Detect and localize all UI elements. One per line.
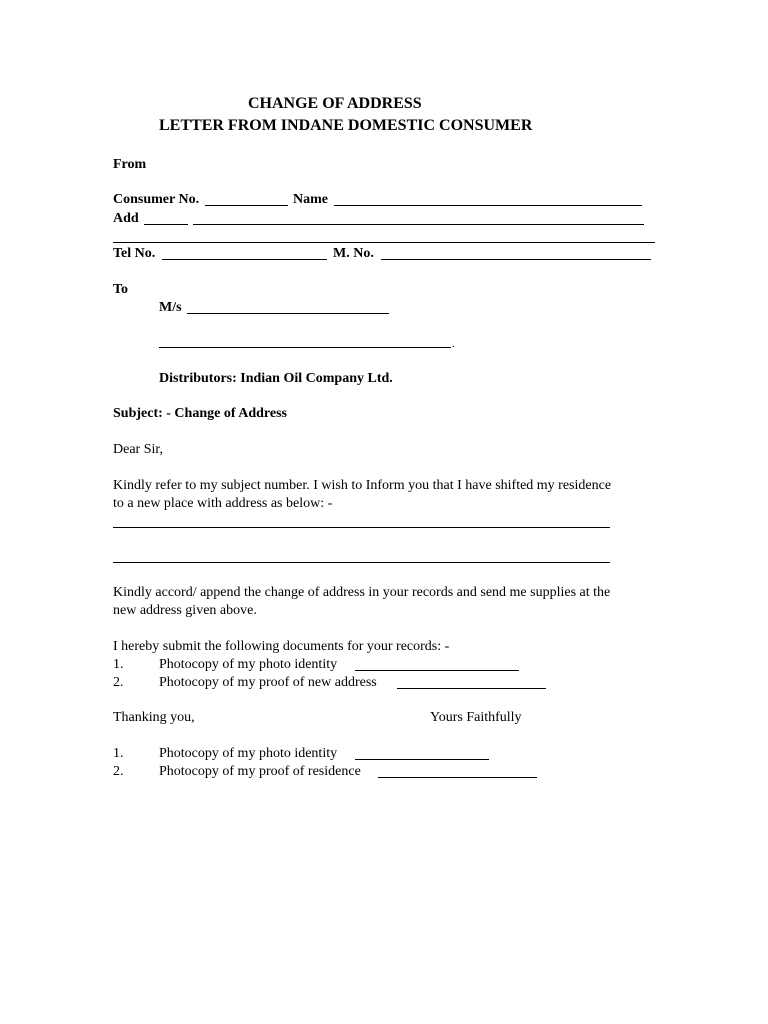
docs-item-1-field[interactable]: [355, 670, 519, 671]
distributor-name-field[interactable]: [187, 313, 389, 314]
title-line-1: CHANGE OF ADDRESS: [248, 95, 422, 112]
add-field-long[interactable]: [193, 224, 644, 225]
docs-item-2-field[interactable]: [397, 688, 546, 689]
enclosure-2-number: 2.: [113, 764, 124, 779]
trailing-dot: .: [452, 339, 455, 350]
new-address-field-2[interactable]: [113, 562, 610, 563]
docs-item-2-text: Photocopy of my proof of new address: [159, 675, 377, 690]
docs-intro: I hereby submit the following documents for your records: -: [113, 639, 450, 654]
enclosure-2-field[interactable]: [378, 777, 537, 778]
add-field-short[interactable]: [144, 224, 188, 225]
address-field-line-2[interactable]: [113, 242, 655, 243]
tel-no-label: Tel No.: [113, 246, 156, 261]
para1-line-2: to a new place with address as below: -: [113, 496, 333, 511]
to-label: To: [113, 282, 129, 297]
subject-line: Subject: - Change of Address: [113, 406, 287, 421]
add-label: Add: [113, 211, 139, 226]
consumer-no-field[interactable]: [205, 205, 288, 206]
tel-no-field[interactable]: [162, 259, 327, 260]
mobile-no-field[interactable]: [381, 259, 651, 260]
enclosure-1-text: Photocopy of my photo identity: [159, 746, 338, 761]
docs-item-1-text: Photocopy of my photo identity: [159, 657, 338, 672]
mobile-no-label: M. No.: [333, 246, 374, 261]
yours-faithfully: Yours Faithfully: [430, 710, 522, 725]
ms-label: M/s: [159, 300, 182, 315]
para1-line-1: Kindly refer to my subject number. I wish to Inform you that I have shifted my residence: [113, 478, 612, 493]
consumer-no-label: Consumer No.: [113, 192, 200, 207]
from-label: From: [113, 157, 147, 172]
docs-item-2-number: 2.: [113, 675, 124, 690]
enclosure-2-text: Photocopy of my proof of residence: [159, 764, 361, 779]
new-address-field-1[interactable]: [113, 527, 610, 528]
thanking-you: Thanking you,: [113, 710, 195, 725]
title-line-2: LETTER FROM INDANE DOMESTIC CONSUMER: [159, 117, 533, 134]
para2-line-2: new address given above.: [113, 603, 257, 618]
name-field[interactable]: [334, 205, 642, 206]
enclosure-1-number: 1.: [113, 746, 124, 761]
name-label: Name: [293, 192, 328, 207]
distributor-address-field[interactable]: [159, 347, 451, 348]
para2-line-1: Kindly accord/ append the change of address in your records and send me supplies at the: [113, 585, 611, 600]
docs-item-1-number: 1.: [113, 657, 124, 672]
salutation: Dear Sir,: [113, 442, 163, 457]
enclosure-1-field[interactable]: [355, 759, 489, 760]
distributors-line: Distributors: Indian Oil Company Ltd.: [159, 371, 393, 386]
